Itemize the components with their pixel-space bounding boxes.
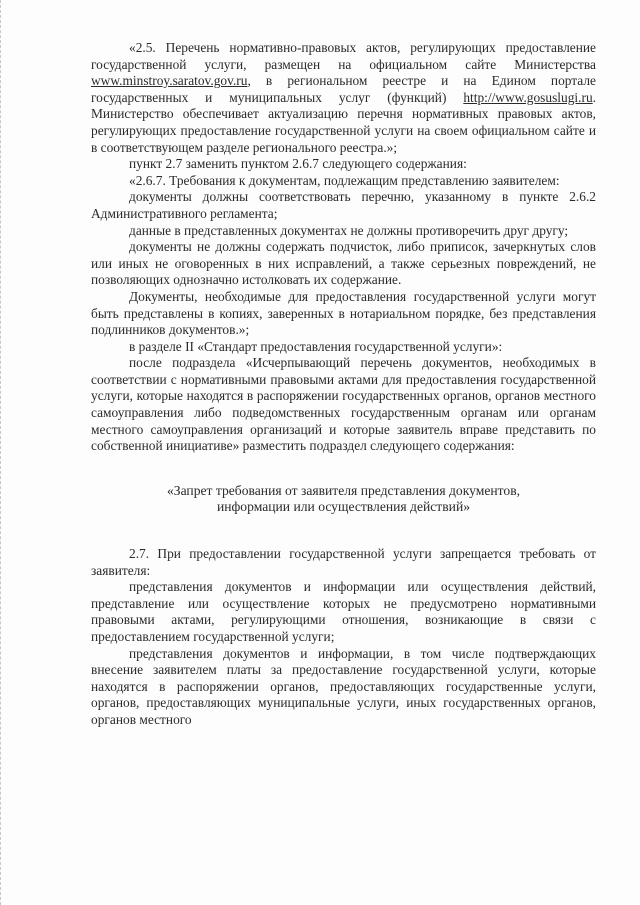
paragraph: представления документов и информации, в том числе подтверждающих внесение заявителем платы за предоставление государственной услуги, которые находятся в распоряжении органов, предоставляющих государственные услуги, органов, предоставляющих муниципальные услуги, иных государственных органов, органов местного	[91, 645, 596, 727]
paragraph: 2.7. При предоставлении государственной услуги запрещается требовать от заявителя:	[91, 546, 596, 578]
paragraph-text: . Министерство обеспечивает актуализацию перечня нормативных правовых актов, регулирующих предоставление государственной услуги на своем официальном сайте и в соответствующем разделе регионального реестра.»;	[91, 89, 596, 155]
paragraph-2-5	[91, 40, 596, 156]
paragraph: «2.6.7. Требования к документам, подлежащим представлению заявителем:	[129, 172, 560, 188]
heading-line: «Запрет требования от заявителя представления документов,	[166, 482, 521, 498]
paragraph-text: «2.5. Перечень нормативно-правовых актов, регулирующих предоставление государственной услуги, размещен на официальном сайте Министерства	[91, 40, 596, 72]
ministry-website-link[interactable]: www.minstroy.saratov.gov.ru	[91, 73, 248, 89]
paragraph: данные в представленных документах не должны противоречить друг другу;	[129, 222, 569, 238]
paragraph: Документы, необходимые для предоставления государственной услуги могут быть представлены в копиях, заверенных в нотариальном порядке, без представления подлинников документов.»;	[91, 288, 596, 338]
paragraph: после подраздела «Исчерпывающий перечень документов, необходимых в соответствии с нормативными правовыми актами для предоставления государственной услуги, которые находятся в распоряжении государственных органов, органов местного самоуправления либо подведомственных государственным органам или органам местного самоуправления организаций и которые заявитель вправе представить по собственной инициативе» разместить подраздел следующего содержания:	[91, 355, 596, 454]
document-body	[91, 40, 596, 729]
paragraph: представления документов и информации или осуществления действий, представление или осуществление которых не предусмотрено нормативными правовыми актами, регулирующими отношения, возникающие в связи с предоставлением государственной услуги;	[91, 579, 596, 644]
paragraph: в разделе II «Стандарт предоставления государственной услуги»:	[129, 338, 503, 354]
heading-line: информации или осуществления действий»	[216, 499, 471, 515]
paragraph: документы должны соответствовать перечню, указанному в пункте 2.6.2 Административного регламента;	[91, 189, 596, 221]
paragraph: документы не должны содержать подчисток, либо приписок, зачеркнутых слов или иных не оговоренных в них исправлений, а также серьезных повреждений, не позволяющих однозначно истолковать их содержание.	[91, 239, 596, 288]
section-heading	[91, 483, 596, 516]
paragraph: пункт 2.7 заменить пунктом 2.6.7 следующего содержания:	[129, 156, 467, 172]
gosuslugi-link[interactable]: http://www.gosuslugi.ru	[463, 89, 593, 105]
paragraph-text: , в региональном реестре и на Едином портале государственных и муниципальных услуг (функций)	[91, 73, 596, 105]
